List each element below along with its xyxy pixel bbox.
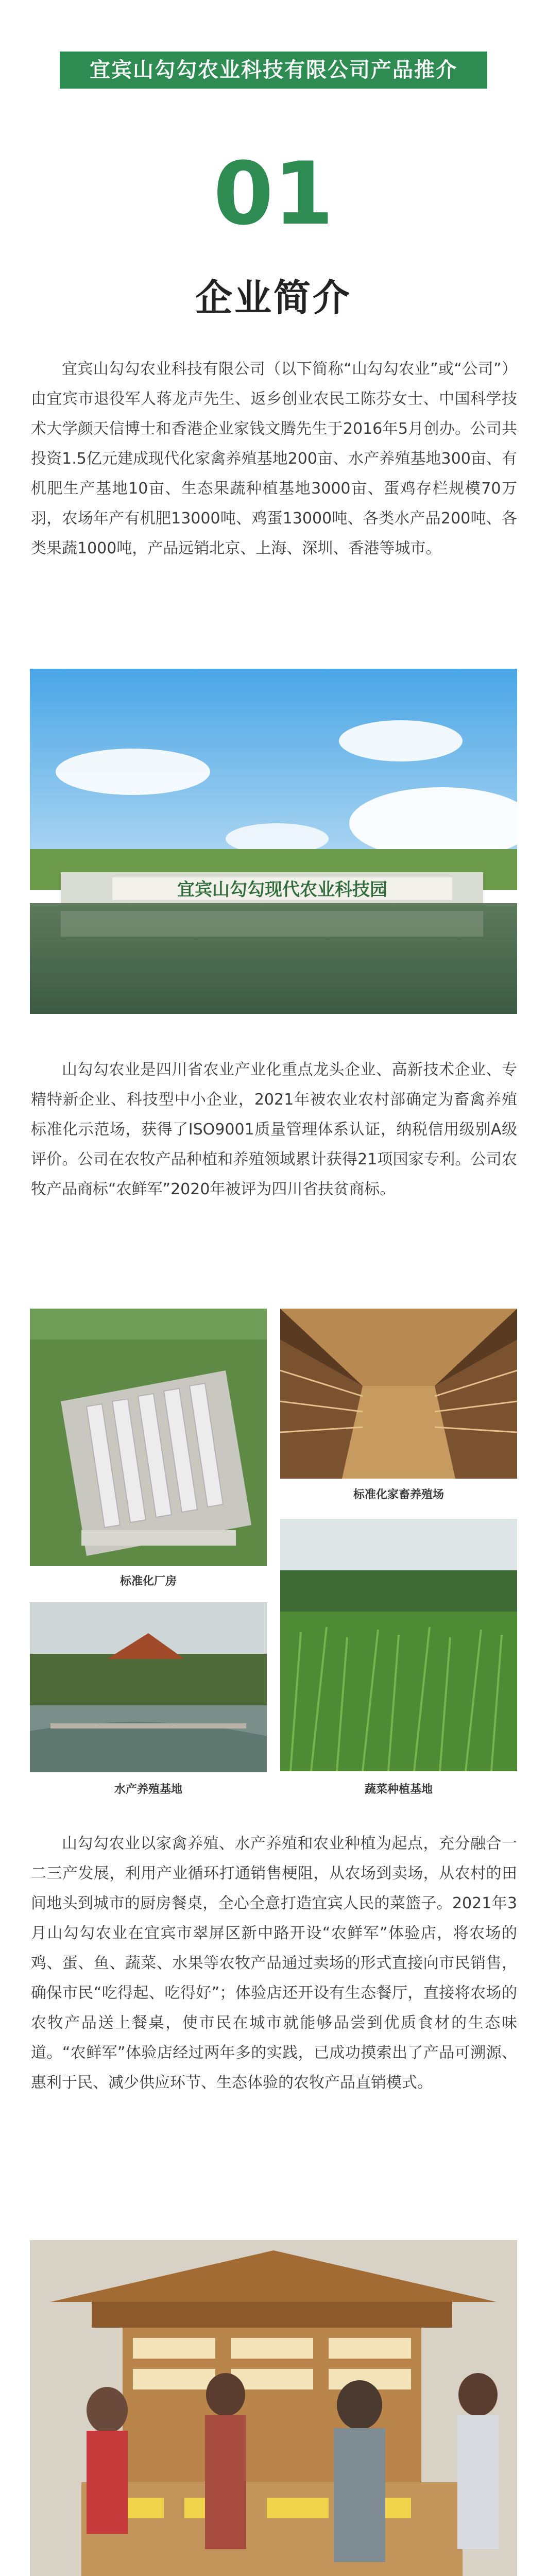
- poultry-farm-photo: [280, 1309, 517, 1479]
- intro-paragraph-1: 宜宾山勾勾农业科技有限公司（以下简称“山勾勾农业”或“公司”）由宜宾市退役军人蒋龙声先生、返乡创业农民工陈芬女士、中国科学技术大学颜天信博士和香港企业家钱文腾先生于2016年5月创办。公司共投资1.5亿元建成现代化家禽养殖基地200亩、水产养殖基地300亩、有机肥生产基地10亩、生态果蔬种植基地3000亩、蛋鸡存栏规模70万羽，农场年产有机肥13000吨、鸡蛋13000吨、各类水产品200吨、各类果蔬1000吨，产品远销北京、上海、深圳、香港等城市。: [31, 360, 517, 557]
- intro-paragraph-3: 山勾勾农业以家禽养殖、水产养殖和农业种植为起点，充分融合一二三产发展，利用产业循环打通销售梗阻，从农场到卖场，从农村的田间地头到城市的厨房餐桌，全心全意打造宜宾人民的菜篮子。2021年3月山勾勾农业在宜宾市翠屏区新中路开设“农鲜军”体验店，将农场的鸡、蛋、鱼、蔬菜、水果等农牧产品通过卖场的形式直接向市民销售，确保市民“吃得起、吃得好”；体验店还开设有生态餐厅，直接将农场的农牧产品送上餐桌，使市民在城市就能够品尝到优质食材的生态味道。“农鲜军”体验店经过两年多的实践，已成功摸索出了产品可溯源、惠利于民、减少供应环节、生态体验的农牧产品直销模式。: [31, 1835, 517, 2092]
- caption-veg: 蔬菜种植基地: [364, 1783, 433, 1796]
- store-photo: [30, 2240, 517, 2576]
- section-title: 企业简介: [195, 276, 352, 319]
- fish-farm-photo: [30, 1602, 267, 1772]
- standard-plant-photo: [30, 1309, 267, 1566]
- farm-park-photo: [30, 669, 517, 1014]
- caption-plant: 标准化厂房: [119, 1575, 177, 1588]
- section-number: 01: [213, 143, 334, 244]
- caption-fish: 水产养殖基地: [114, 1783, 182, 1796]
- vegetable-base-photo: [280, 1519, 517, 1771]
- caption-poultry: 标准化家畜养殖场: [353, 1488, 444, 1501]
- park-sign-text: 宜宾山勾勾现代农业科技园: [177, 880, 387, 900]
- header-banner: 宜宾山勾勾农业科技有限公司产品推介: [60, 52, 487, 89]
- intro-paragraph-2: 山勾勾农业是四川省农业产业化重点龙头企业、高新技术企业、专精特新企业、科技型中小企业，2021年被农业农村部确定为畜禽养殖标准化示范场，获得了ISO9001质量管理体系认证，纳税信用级别A级评价。公司在农牧产品种植和养殖领域累计获得21项国家专利。公司农牧产品商标“农鲜军”2020年被评为四川省扶贫商标。: [31, 1061, 517, 1198]
